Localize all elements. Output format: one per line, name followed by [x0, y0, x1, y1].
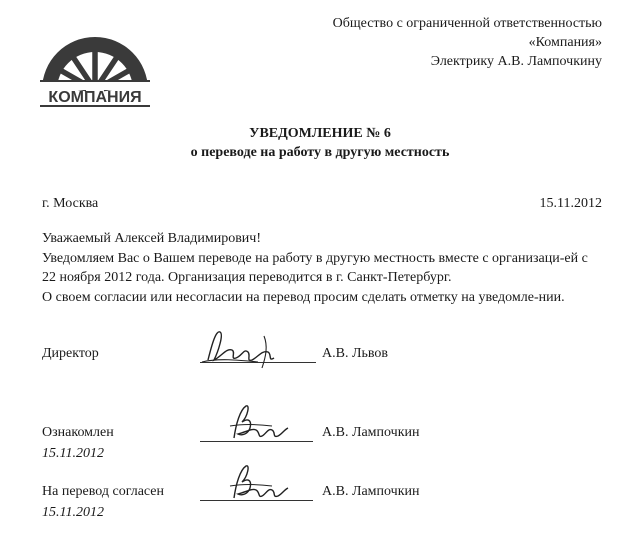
organization-line-1: Общество с ограниченной ответственностью	[332, 16, 602, 31]
company-logo-graphic	[38, 32, 152, 108]
agreed-handwritten-signature	[222, 458, 292, 504]
acknowledged-handwritten-signature	[222, 398, 292, 444]
director-role: Директор	[42, 346, 99, 361]
body-paragraph-1: Уведомляем Вас о Вашем переводе на работу в другую местность вместе с организаци-ей с 22 ноября 2012 года. Организация переводится в г. Санкт-Петербург.	[42, 250, 588, 285]
greeting: Уважаемый Алексей Владимирович!	[42, 231, 261, 246]
agreed-role: На перевод согласен	[42, 484, 165, 499]
addressee-block	[333, 14, 602, 71]
body-paragraph-2: О своем согласии или несогласии на перевод просим сделать отметку на уведомле-нии.	[42, 289, 565, 305]
organization-line-2: «Компания»	[528, 35, 602, 50]
agreed-name: А.В. Лампочкин	[322, 484, 420, 499]
acknowledged-role: Ознакомлен	[42, 425, 114, 440]
document-date: 15.11.2012	[539, 196, 602, 211]
document-subtitle: о переводе на работу в другую местность	[190, 145, 450, 160]
document-city: г. Москва	[42, 196, 99, 211]
company-logo	[38, 32, 152, 108]
director-name: А.В. Львов	[322, 346, 388, 361]
acknowledged-name: А.В. Лампочкин	[322, 425, 420, 440]
director-handwritten-signature	[198, 322, 278, 372]
agreed-date: 15.11.2012	[42, 505, 104, 520]
document-title: УВЕДОМЛЕНИЕ № 6	[249, 126, 391, 141]
document-body	[42, 229, 602, 307]
logo-text: КОМПАНИЯ	[48, 89, 142, 106]
acknowledged-date: 15.11.2012	[42, 446, 104, 461]
recipient-line: Электрику А.В. Лампочкину	[430, 54, 602, 69]
